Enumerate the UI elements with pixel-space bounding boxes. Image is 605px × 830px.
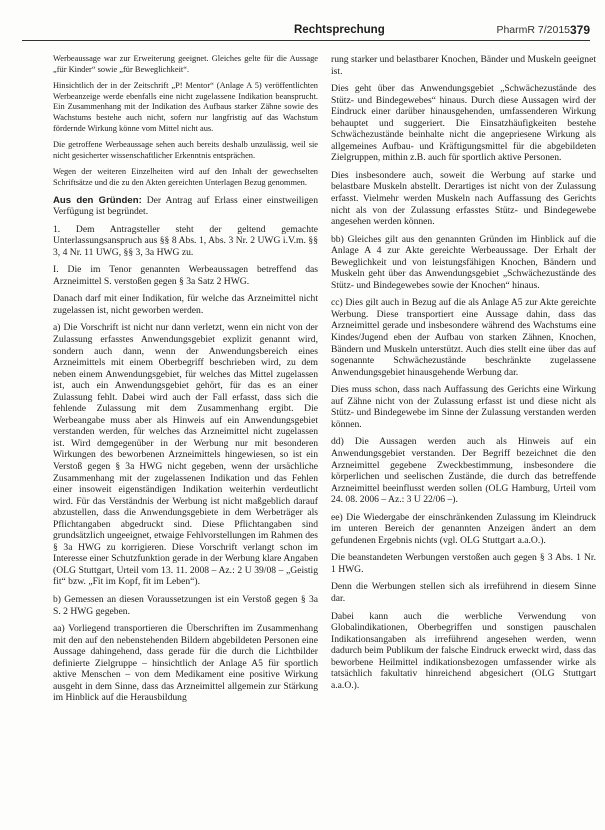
journal-issue: PharmR 7/2015 (496, 24, 570, 36)
paragraph: Dies muss schon, dass nach Auffassung des Gerichts eine Wirkung auf Zähne nicht von der Zulassung erfasst ist und diese nicht als Stütz- und Bindegewebe im Sinne der Zulassung verstanden werden können. (331, 384, 596, 430)
reasons-paragraph (53, 195, 318, 218)
section-b: b) Gemessen an diesen Voraussetzungen ist ein Verstoß gegen § 3a S. 2 HWG gegeben. (53, 594, 318, 617)
section-1: 1. Dem Antragsteller steht der geltend gemachte Unterlassungsanspruch aus §§ 8 Abs. 1, Abs. 3 Nr. 2 UWG i.V.m. §§ 3, 4 Nr. 11 UWG, §§ 3, 3a HWG zu. (53, 223, 318, 258)
paragraph: Die getroffene Werbeaussage sehen auch bereits deshalb unzulässig, weil sie nicht gesicherter wissenschaftlicher Erkenntnis entsprächen. (53, 140, 318, 160)
section-1-i: I. Die im Tenor genannten Werbeaussagen betreffend das Arzneimittel S. verstoßen gegen § 3a Satz 2 HWG. (53, 264, 318, 287)
reasons-text: Der Antrag auf Erlass einer einstweiligen Verfügung ist begründet. (53, 194, 318, 218)
paragraph: Wegen der weiteren Einzelheiten wird auf den Inhalt der gewechselten Schriftsätze und die zu den Akten gereichten Unterlagen Bezug genommen. (53, 167, 318, 187)
paragraph: Dies insbesondere auch, soweit die Werbung auf starke und belastbare Muskeln abstellt. Derartiges ist nicht von der Zulassung erfasst. Vielmehr werden Muskeln nach Auffassung des Gerichts nicht als von der Zulassung erfasstes Stütz- und Bindegewebe angesehen werden können. (331, 169, 596, 228)
paragraph: Werbeaussage war zur Erweiterung geeignet. Gleiches gelte für die Aussage „für Kinder“ sowie „für Beweglichkeit“. (53, 54, 318, 74)
section-aa: aa) Vorliegend transportieren die Überschriften im Zusammenhang mit den auf den nebenstehenden Bildern abgebildeten Personen eine Aussage dahingehend, dass gerade für die durch die Lichtbilder definierte Zielgruppe – hinsichtlich der Anlage A5 für sportlich aktive Menschen – von dem Medikament eine positive Wirkung ausgeht in dem Sinne, dass das Arzneimittel allgemein zur Stärkung im Hinblick auf die Herausbildung (53, 623, 318, 704)
page-header (22, 24, 590, 46)
paragraph: ee) Die Wiedergabe der einschränkenden Zulassung im Kleindruck im unteren Bereich der genannten Anzeigen ändert an dem gefundenen Ergebnis nichts (vgl. OLG Stuttgart a.a.O.). (331, 511, 596, 546)
paragraph: Denn die Werbungen stellen sich als irreführend in diesem Sinne dar. (331, 581, 596, 604)
paragraph: Die beanstandeten Werbungen verstoßen auch gegen § 3 Abs. 1 Nr. 1 HWG. (331, 552, 596, 575)
paragraph: Dies geht über das Anwendungsgebiet „Schwächezustände des Stütz- und Bindegewebes“ hinaus. Durch diese Aussagen wird der Eindruck einer darüber hinausgehenden, umfassenderen Wirkung behauptet und suggeriert. Die Einsatzhäufigkeiten bestehe Schwächezustände beinhalte nicht die angepriesene Wirkung als allgemeines Aufbau- und Kräftigungsmittel für die abgebildeten Zielgruppen, mithin z.B. auch für sportlich aktive Personen. (331, 83, 596, 164)
reasons-heading: Aus den Gründen: (53, 194, 142, 206)
paragraph: Hinsichtlich der in der Zeitschrift „P! Mentor“ (Anlage A 5) veröffentlichten Werbeanzeige werde ebenfalls eine nicht zugelassene Indikation beansprucht. Ein Zusammenhang mit der Indikation des Aufbaus starker Zähne sowie des Wachstums bestehe auch nicht, sofern nur langfristig auf das Wachstum fördernde Wirkung könne vom Mittel nicht aus. (53, 81, 318, 133)
right-column (331, 54, 596, 697)
paragraph: bb) Gleiches gilt aus den genannten Gründen im Hinblick auf die Anlage A 4 zur Akte gereichte Werbeaussage. Der Erhalt der Beweglichkeit und von leistungsfähigen Knochen, Bändern und Muskeln geht über das Anwendungsgebiet „Schwächezustände des Stütz- und Bindegewebes sowie der Knochen“ hinaus. (331, 233, 596, 291)
page-number: 379 (569, 23, 590, 37)
section-title: Rechtsprechung (290, 24, 389, 36)
section-a: a) Die Vorschrift ist nicht nur dann verletzt, wenn ein nicht von der Zulassung erfasstes Anwendungsgebiet explizit genannt wird, sondern auch dann, wenn der Anwendungsbereich eines Arzneimittels mit einem Oberbegriff beschrieben wird, zu dem neben einem Anwendungsgebiet, für welches das Mittel zugelassen ist, auch ein Anwendungsgebiet gehört, für das es an einer Zulassung fehlt. Dabei wird auch der Fall erfasst, dass sich die fehlende Zulassung mit dem Zusammenhang ergibt. Die Werbeangabe muss aber als Hinweis auf ein Anwendungsgebiet verstanden werden, für welches das Arzneimittel nicht zugelassen ist. Wird demgegenüber in der Werbung nur mit besonderen Wirkungen des beworbenen Arzneimittels hingewiesen, so ist ein Verstoß gegen § 3a HWG nicht gegeben, wenn der ursächliche Zusammenhang mit der zugelassenen Indikation und das Fehlen einer insoweit eigenständigen Indikation weiterhin verdeutlicht wird. Für das Verständnis der Werbung ist nicht maßgeblich darauf abzustellen, dass die Anwendungsgebiete in dem Werbeträger als Pflichtangaben abgedruckt sind. Diese Pflichtangaben sind grundsätzlich ungeeignet, etwaige Fehlvorstellungen im Rahmen des § 3a HWG zu korrigieren. Diese Vorschrift verlangt schon im Interesse einer Schutzfunktion gerade in der Werbung klare Angaben (OLG Stuttgart, Urteil vom 13. 11. 2008 – Az.: 2 U 39/08 – „Geistig fit“ bzw. „Fit im Kopf, fit im Leben“). (53, 322, 318, 588)
paragraph: dd) Die Aussagen werden auch als Hinweis auf ein Anwendungsgebiet verstanden. Der Begriff bezeichnet die den Arzneimittel gegebene Zweckbestimmung, insbesondere die körperlichen und seelischen Zustände, die durch das betreffende Arzneimittel beeinflusst werden sollen (OLG Hamburg, Urteil vom 24. 08. 2006 – Az.: 3 U 22/06 –). (331, 436, 596, 506)
section-1-i-text: Danach darf mit einer Indikation, für welche das Arzneimittel nicht zugelassen ist, nicht geworben werden. (53, 293, 318, 316)
paragraph: Dabei kann auch die werbliche Verwendung von Globalindikationen, Oberbegriffen und sonstigen pauschalen Indikationsangaben als irreführend angesehen werden, wenn dadurch beim Publikum der falsche Eindruck erweckt wird, dass das beworbene Heilmittel indikationsbezogen umfassender wirke als tatsächlich fakultativ hinreichend abgesichert (OLG Stuttgart a.a.O.). (331, 610, 596, 691)
left-column (53, 54, 318, 710)
paragraph: rung starker und belastbarer Knochen, Bänder und Muskeln geeignet ist. (331, 54, 596, 77)
paragraph: cc) Dies gilt auch in Bezug auf die als Anlage A5 zur Akte gereichte Werbung. Diese transportiert eine Aussage dahin, dass das Arzneimittel gerade und insbesondere während des Wachstums eine Kindes/Jugend eben der Aufbau von starken Zähnen, Knochen, Bändern und Muskeln unterstützt. Auch dies stellt eine über das auf sogenannte Schwächezustände beschränkte zugelassene Anwendungsgebiet hinausgehende Werbung dar. (331, 297, 596, 378)
header-rule (22, 40, 590, 41)
